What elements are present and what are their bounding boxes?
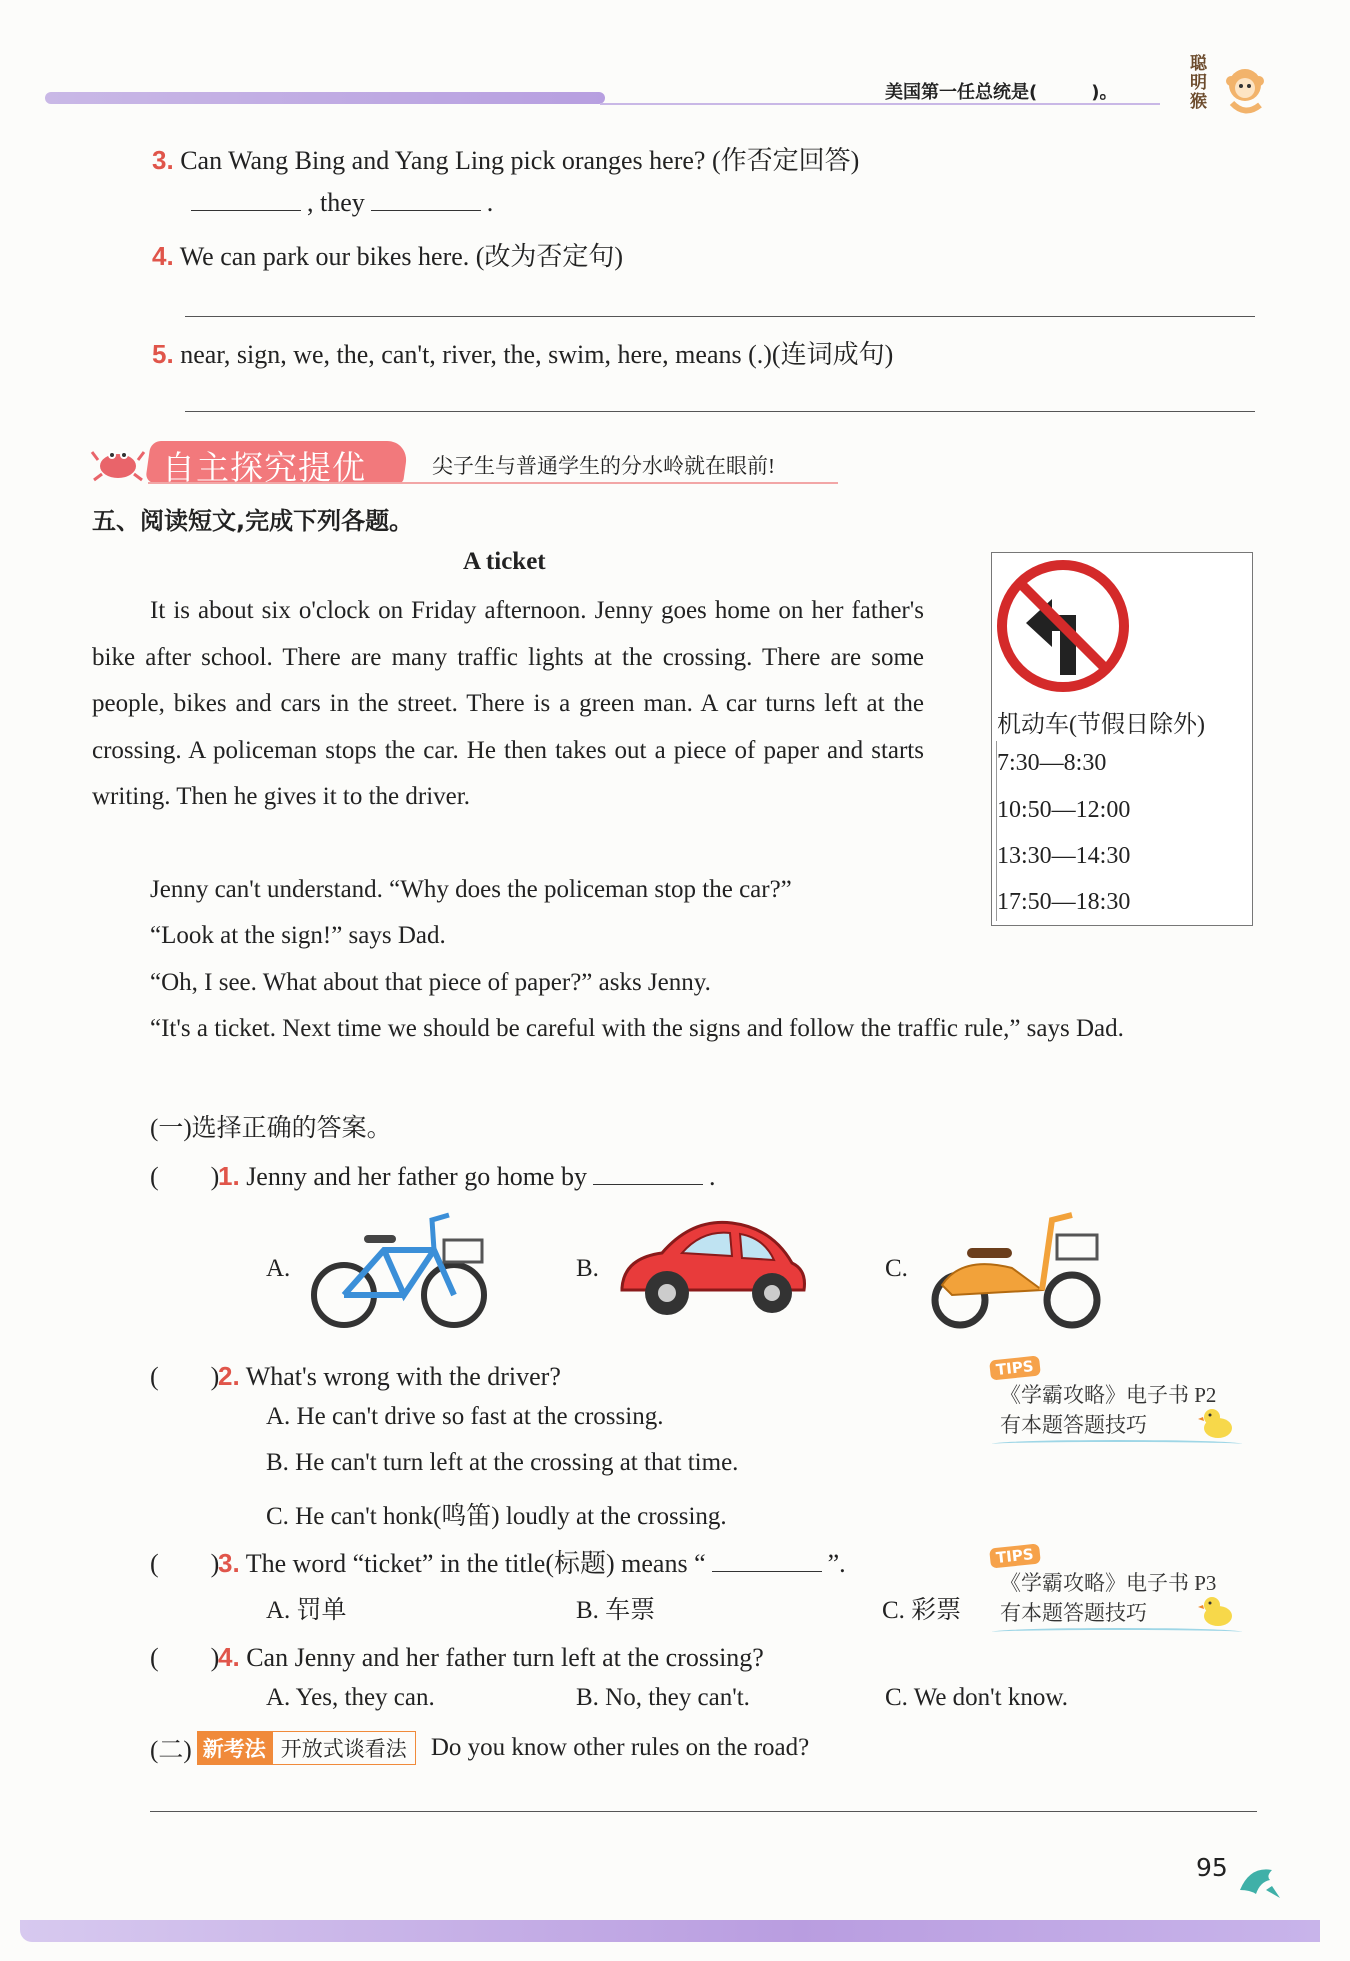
footer-band (20, 1920, 1320, 1942)
section-heading: 五、阅读短文,完成下列各题。 (92, 507, 414, 535)
no-left-turn-icon (994, 557, 1132, 695)
page-number: 95 (1196, 1853, 1228, 1882)
question-end: ”. (827, 1549, 846, 1578)
banner-underline (148, 482, 838, 484)
answer-line[interactable] (185, 316, 1255, 317)
mc-question-4 (150, 1637, 764, 1674)
part-b-prefix: (二) (150, 1737, 192, 1764)
tips-line: 有本题答题技巧 (1000, 1601, 1147, 1625)
tips-text (1000, 1568, 1216, 1628)
option-label: C. (885, 1255, 908, 1282)
sign-time: 7:30—8:30 (997, 750, 1107, 776)
passage-paragraph: “Oh, I see. What about that piece of paper?” asks Jenny. (150, 969, 711, 996)
traffic-sign-panel (991, 552, 1253, 926)
question-3 (152, 140, 859, 177)
answer-paren[interactable]: ( ) (150, 1549, 220, 1578)
tips-wave (992, 1440, 1242, 1448)
passage-paragraph: “It's a ticket. Next time we should be careful with the signs and follow the traffic rule,” says Dad. (150, 1015, 1124, 1042)
answer-paren[interactable]: ( ) (150, 1643, 220, 1672)
tips-box (990, 1358, 1250, 1438)
mc-question-1 (150, 1156, 715, 1193)
question-text: Can Jenny and her father turn left at the crossing? (246, 1643, 764, 1672)
answer-line[interactable] (150, 1811, 1257, 1812)
tips-tag: TIPS (989, 1355, 1040, 1380)
answer-blank[interactable] (593, 1183, 703, 1185)
tips-wave (992, 1628, 1242, 1636)
question-3-answer (185, 188, 493, 218)
tips-line: 有本题答题技巧 (1000, 1413, 1147, 1437)
option-c[interactable]: C. He can't honk(鸣笛) loudly at the crossing. (266, 1503, 727, 1530)
option-c[interactable]: C. We don't know. (885, 1684, 1069, 1711)
header-band (45, 92, 605, 104)
answer-connector: , they (307, 188, 365, 217)
sign-caption: 机动车(节假日除外) (997, 712, 1205, 738)
passage-title: A ticket (463, 548, 546, 575)
question-number: 2. (218, 1361, 240, 1391)
question-number: 5. (152, 339, 174, 369)
tips-tag: TIPS (989, 1543, 1040, 1568)
question-number: 4. (218, 1642, 240, 1672)
crab-icon (90, 440, 146, 484)
answer-end: . (486, 188, 494, 217)
question-number: 4. (152, 241, 174, 271)
dolphin-icon (1236, 1860, 1284, 1904)
answer-line[interactable] (185, 411, 1255, 412)
answer-paren[interactable]: ( ) (150, 1162, 220, 1191)
sign-time: 10:50—12:00 (997, 797, 1131, 823)
question-text: What's wrong with the driver? (245, 1362, 561, 1391)
question-end: . (708, 1162, 716, 1191)
sign-time: 13:30—14:30 (997, 843, 1131, 869)
passage-paragraph: Jenny can't understand. “Why does the policeman stop the car?” (150, 876, 792, 903)
duck-icon (1198, 1406, 1236, 1440)
option-b[interactable]: B. No, they can't. (576, 1684, 750, 1711)
part-b (150, 1730, 809, 1766)
answer-blank[interactable] (371, 209, 481, 211)
question-number: 3. (218, 1548, 240, 1578)
answer-blank[interactable] (712, 1570, 822, 1572)
duck-icon (1198, 1594, 1236, 1628)
header-question: 美国第一任总统是( )。 (885, 82, 1118, 103)
option-a[interactable]: A. 罚单 (266, 1597, 347, 1624)
question-text: We can park our bikes here. (改为否定句) (179, 242, 624, 271)
question-number: 3. (152, 145, 174, 175)
mc-question-2 (150, 1356, 561, 1393)
question-text: Can Wang Bing and Yang Ling pick oranges here? (作否定回答) (180, 146, 860, 175)
tips-line: 《学霸攻略》电子书 P2 (1000, 1383, 1217, 1407)
answer-paren[interactable]: ( ) (150, 1362, 220, 1391)
car-picture[interactable] (612, 1208, 812, 1328)
question-number: 1. (218, 1161, 240, 1191)
tips-text (1000, 1380, 1216, 1440)
sign-time: 17:50—18:30 (997, 889, 1131, 915)
option-a[interactable]: A. He can't drive so fast at the crossing. (266, 1403, 664, 1430)
tips-line: 《学霸攻略》电子书 P3 (1000, 1571, 1217, 1595)
section-banner-title: 自主探究提优 (162, 448, 366, 487)
option-label: B. (576, 1255, 599, 1282)
part-a-heading: (一)选择正确的答案。 (150, 1115, 392, 1142)
option-a[interactable]: A. Yes, they can. (266, 1684, 435, 1711)
monkey-logo (1190, 55, 1270, 125)
mc-question-3 (150, 1543, 846, 1580)
new-method-badge: 新考法 (197, 1731, 272, 1765)
passage-paragraph: It is about six o'clock on Friday afternoon. Jenny goes home on her father's bike after school. There are many traffic lights at the crossing. There are some people, bikes and cars in the street. There is a green man. A car turns left at the crossing. A policeman stops the car. He then takes out a piece of paper and starts writing. Then he gives it to the driver. (92, 597, 924, 810)
passage-paragraph: “Look at the sign!” says Dad. (150, 922, 446, 949)
question-text: The word “ticket” in the title(标题) means “ (245, 1549, 706, 1578)
question-text: Jenny and her father go home by (246, 1162, 587, 1191)
option-c[interactable]: C. 彩票 (882, 1597, 962, 1624)
option-label: A. (266, 1255, 291, 1282)
sign-divider (996, 741, 998, 921)
part-b-label: 开放式谈看法 (272, 1731, 416, 1765)
bicycle-picture[interactable] (304, 1205, 494, 1335)
answer-blank[interactable] (191, 209, 301, 211)
section-banner-slogan: 尖子生与普通学生的分水岭就在眼前! (432, 454, 775, 478)
tips-box (990, 1546, 1250, 1626)
e-bike-picture[interactable] (922, 1200, 1112, 1335)
option-b[interactable]: B. He can't turn left at the crossing at that time. (266, 1449, 739, 1476)
option-b[interactable]: B. 车票 (576, 1597, 656, 1624)
question-4 (152, 236, 623, 273)
question-text: near, sign, we, the, can't, river, the, swim, here, means (.)(连词成句) (180, 340, 894, 369)
part-b-text: Do you know other rules on the road? (430, 1734, 810, 1761)
logo-text: 聪明猴 (1190, 54, 1207, 112)
question-5 (152, 334, 893, 371)
